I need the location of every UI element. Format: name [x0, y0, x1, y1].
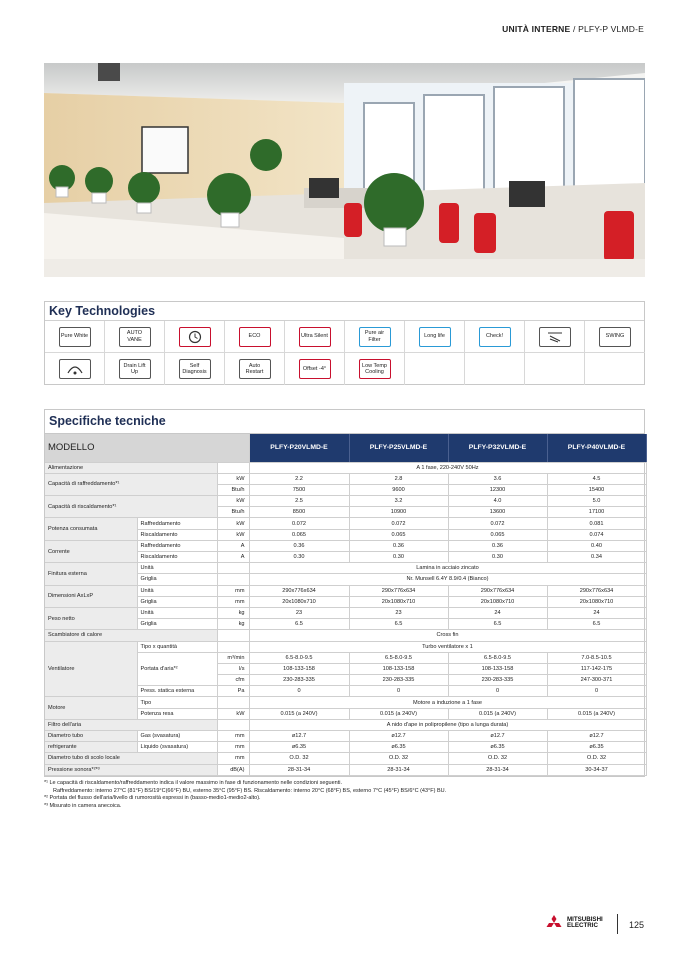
- cell: 230-283-335: [349, 675, 448, 686]
- row-label: Filtro dell'aria: [45, 719, 217, 730]
- table-row: [45, 630, 646, 641]
- row-label: Capacità di riscaldamento*¹: [45, 496, 217, 518]
- unit: kW: [217, 473, 249, 484]
- page-number: 125: [629, 920, 645, 930]
- eco-icon: ECO: [239, 327, 271, 347]
- spec-panel: [44, 409, 645, 777]
- unit: mm: [217, 731, 249, 742]
- table-row: [45, 518, 646, 529]
- unit: A: [217, 540, 249, 551]
- model-header: PLFY-P25VLMD-E: [349, 434, 448, 462]
- cell: 2.8: [349, 473, 448, 484]
- cell: ø6.35: [547, 742, 646, 753]
- unit: l/s: [217, 663, 249, 674]
- cell: Cross fin: [249, 630, 646, 641]
- row-label: Scambiatore di calore: [45, 630, 217, 641]
- cell: 290x776x634: [249, 585, 349, 596]
- cell: 20x1080x710: [448, 596, 547, 607]
- cell: 9600: [349, 484, 448, 495]
- cell: 108-133-158: [349, 663, 448, 674]
- cell: 15400: [547, 484, 646, 495]
- cell: 6.5: [249, 619, 349, 630]
- cell: 13600: [448, 507, 547, 518]
- cell: 28-31-34: [448, 764, 547, 775]
- unit: mm: [217, 753, 249, 764]
- cell: 24: [547, 607, 646, 618]
- long-life-icon: Long life: [419, 327, 451, 347]
- cell: 28-31-34: [249, 764, 349, 775]
- ultra-silent-icon: Ultra Silent: [299, 327, 331, 347]
- row-label: Dimensioni AxLxP: [45, 585, 137, 607]
- sub-label: Riscaldamento: [137, 552, 217, 563]
- unit: m³/min: [217, 652, 249, 663]
- cell: 0.065: [349, 529, 448, 540]
- cell: A nido d'ape in polipropilene (tipo a lunga durata): [249, 719, 646, 730]
- cell: ø6.35: [448, 742, 547, 753]
- cell: 6.5-8.0-9.5: [448, 652, 547, 663]
- auto-vane-icon: AUTO VANE: [119, 327, 151, 347]
- cell: 0.065: [249, 529, 349, 540]
- swing-icon: SWING: [599, 327, 631, 347]
- cell: O.D. 32: [448, 753, 547, 764]
- cell: 7500: [249, 484, 349, 495]
- auto-restart-icon: Auto Restart: [239, 359, 271, 379]
- cell: 12300: [448, 484, 547, 495]
- cell: 30-34-37: [547, 764, 646, 775]
- cell: 0.015 (a 240V): [249, 708, 349, 719]
- sub-label: Griglia: [137, 574, 217, 585]
- cell: 0: [249, 686, 349, 697]
- cell: 6.5-8.0-9.5: [349, 652, 448, 663]
- model-header: PLFY-P20VLMD-E: [249, 434, 349, 462]
- sub-label: Raffreddamento: [137, 518, 217, 529]
- sub-label: Portata d'aria*²: [137, 652, 217, 686]
- table-row: [45, 607, 646, 618]
- drain-lift-up-icon: Drain Lift Up: [119, 359, 151, 379]
- cell: A 1 fase, 220-240V 50Hz: [249, 462, 646, 473]
- cell: 24: [448, 607, 547, 618]
- cell: Turbo ventilatore x 1: [249, 641, 646, 652]
- cell: 290x776x634: [349, 585, 448, 596]
- low-temp-cooling-icon: Low Temp Cooling: [359, 359, 391, 379]
- table-header-row: [45, 434, 646, 462]
- unit: Btu/h: [217, 507, 249, 518]
- unit: kW: [217, 496, 249, 507]
- row-label: Motore: [45, 697, 137, 719]
- cell: 6.5: [448, 619, 547, 630]
- cell: 2.2: [249, 473, 349, 484]
- cell: 290x776x634: [547, 585, 646, 596]
- mitsubishi-logo: [545, 915, 603, 931]
- cell: O.D. 32: [547, 753, 646, 764]
- cell: 3.2: [349, 496, 448, 507]
- footnote: *¹ Le capacità di riscaldamento/raffreddamento indica il valore massimo in fase di funzionamento nelle condizioni seguenti.: [44, 780, 342, 786]
- row-label: Ventilatore: [45, 641, 137, 697]
- office-photo: [44, 63, 645, 277]
- cell: O.D. 32: [349, 753, 448, 764]
- header-separator: /: [570, 24, 579, 34]
- cell: 0.072: [249, 518, 349, 529]
- footnote: *² Portata del flusso dell'aria/livello di rumorosità espressi in (basso-medio1-medio2-alto).: [44, 795, 261, 802]
- sub-label: Raffreddamento: [137, 540, 217, 551]
- table-row: [45, 462, 646, 473]
- cell: ø12.7: [349, 731, 448, 742]
- unit: mm: [217, 742, 249, 753]
- cell: 0: [547, 686, 646, 697]
- sub-label: Unità: [137, 607, 217, 618]
- unit: dB(A): [217, 764, 249, 775]
- cell: 0.074: [547, 529, 646, 540]
- footnote: Raffreddamento: interno 27°C (81°F) BS/19°C(66°F) BU, esterno 35°C (95°F) BS. Riscaldamento: interno 20°C (68°F) BS, esterno 7°C (45°F) BS/6°C (43°F) BU.: [53, 787, 447, 794]
- cell: 23: [249, 607, 349, 618]
- table-row: [45, 585, 646, 596]
- cell: ø12.7: [249, 731, 349, 742]
- footnotes: [44, 780, 645, 810]
- cell: 20x1080x710: [249, 596, 349, 607]
- cell: 0.36: [349, 540, 448, 551]
- cell: 10900: [349, 507, 448, 518]
- cell: 290x776x634: [448, 585, 547, 596]
- key-technologies-grid: [45, 321, 644, 385]
- cell: 0.015 (a 240V): [448, 708, 547, 719]
- unit: kW: [217, 518, 249, 529]
- offset-4-icon: Offset -4°: [299, 359, 331, 379]
- cell: 17100: [547, 507, 646, 518]
- cell: 230-283-335: [448, 675, 547, 686]
- cell: 20x1080x710: [547, 596, 646, 607]
- unit: kg: [217, 607, 249, 618]
- cell: 247-300-371: [547, 675, 646, 686]
- cell: Motore a induzione a 1 fase: [249, 697, 646, 708]
- table-row: [45, 731, 646, 742]
- cell: 7.0-8.5-10.5: [547, 652, 646, 663]
- cell: 108-133-158: [448, 663, 547, 674]
- sub-label: Unità: [137, 563, 217, 574]
- cell: 23: [349, 607, 448, 618]
- unit: cfm: [217, 675, 249, 686]
- row-label: Potenza consumata: [45, 518, 137, 540]
- table-row: [45, 719, 646, 730]
- cell: 0.30: [448, 552, 547, 563]
- check-icon: Check!: [479, 327, 511, 347]
- cell: 4.5: [547, 473, 646, 484]
- key-technologies-panel: [44, 301, 645, 385]
- cell: 0: [349, 686, 448, 697]
- three-diamonds-icon: [545, 915, 563, 931]
- cell: 6.5: [349, 619, 448, 630]
- cell: 4.0: [448, 496, 547, 507]
- self-diagnosis-icon: Self Diagnosis: [179, 359, 211, 379]
- key-technologies-title: Key Technologies: [45, 302, 644, 321]
- sub-label: Liquido (svasatura): [137, 742, 217, 753]
- header-model-series: PLFY-P VLMD-E: [578, 24, 644, 34]
- unit: A: [217, 552, 249, 563]
- cell: 0.015 (a 240V): [547, 708, 646, 719]
- unit: kg: [217, 619, 249, 630]
- cell: 0.40: [547, 540, 646, 551]
- sensor-icon: [59, 359, 91, 379]
- plasma-icon: Pure air Filter: [359, 327, 391, 347]
- pure-white-icon: Pure White: [59, 327, 91, 347]
- header-category: UNITÀ INTERNE: [502, 24, 571, 34]
- cell: 0.34: [547, 552, 646, 563]
- louver-icon: [539, 327, 571, 347]
- cell: 2.5: [249, 496, 349, 507]
- sub-label: Gas (svasatura): [137, 731, 217, 742]
- unit: mm: [217, 585, 249, 596]
- row-label: Finitura esterna: [45, 563, 137, 585]
- cell: ø12.7: [448, 731, 547, 742]
- cell: ø12.7: [547, 731, 646, 742]
- cell: 230-283-335: [249, 675, 349, 686]
- sub-label: Press. statica esterna: [137, 686, 217, 697]
- table-row: [45, 473, 646, 484]
- table-row: [45, 697, 646, 708]
- cell: 0.072: [349, 518, 448, 529]
- unit: mm: [217, 596, 249, 607]
- table-row: [45, 753, 646, 764]
- cell: 0.072: [448, 518, 547, 529]
- model-header: PLFY-P32VLMD-E: [448, 434, 547, 462]
- cell: 0.36: [448, 540, 547, 551]
- row-label: Diametro tubo: [45, 731, 137, 742]
- cell: 0.081: [547, 518, 646, 529]
- sub-label: Potenza resa: [137, 708, 217, 719]
- unit: Pa: [217, 686, 249, 697]
- footer-divider: [617, 914, 618, 934]
- row-label: Alimentazione: [45, 462, 217, 473]
- sub-label: Griglia: [137, 619, 217, 630]
- row-label: refrigerante: [45, 742, 137, 753]
- cell: 0: [448, 686, 547, 697]
- row-label: Capacità di raffreddamento*¹: [45, 473, 217, 495]
- row-label: Corrente: [45, 540, 137, 562]
- timer-icon: [179, 327, 211, 347]
- cell: 0.015 (a 240V): [349, 708, 448, 719]
- unit: Btu/h: [217, 484, 249, 495]
- cell: 3.6: [448, 473, 547, 484]
- cell: 117-142-175: [547, 663, 646, 674]
- cell: 0.065: [448, 529, 547, 540]
- table-row: [45, 742, 646, 753]
- row-label: Peso netto: [45, 607, 137, 629]
- cell: ø6.35: [249, 742, 349, 753]
- model-label: MODELLO: [45, 434, 249, 462]
- footnote: *³ Misurato in camera anecoica.: [44, 802, 122, 809]
- cell: 0.30: [249, 552, 349, 563]
- table-row: [45, 540, 646, 551]
- cell: Nr. Munsell 6.4Y 8.9/0.4 (Bianco): [249, 574, 646, 585]
- sub-label: Griglia: [137, 596, 217, 607]
- unit: kW: [217, 529, 249, 540]
- cell: 6.5-8.0-9.5: [249, 652, 349, 663]
- cell: 20x1080x710: [349, 596, 448, 607]
- cell: O.D. 32: [249, 753, 349, 764]
- cell: 6.5: [547, 619, 646, 630]
- cell: 0.36: [249, 540, 349, 551]
- model-header: PLFY-P40VLMD-E: [547, 434, 646, 462]
- cell: ø6.35: [349, 742, 448, 753]
- sub-label: Tipo x quantità: [137, 641, 217, 652]
- cell: 8500: [249, 507, 349, 518]
- table-row: [45, 563, 646, 574]
- sub-label: Unità: [137, 585, 217, 596]
- sub-label: Riscaldamento: [137, 529, 217, 540]
- row-label: Pressione sonora*²*³: [45, 764, 217, 775]
- cell: 28-31-34: [349, 764, 448, 775]
- table-row: [45, 764, 646, 775]
- cell: 5.0: [547, 496, 646, 507]
- cell: 108-133-158: [249, 663, 349, 674]
- brand-name: MITSUBISHI ELECTRIC: [567, 915, 603, 929]
- unit: kW: [217, 708, 249, 719]
- row-label: Diametro tubo di scolo locale: [45, 753, 217, 764]
- table-row: [45, 641, 646, 652]
- sub-label: Tipo: [137, 697, 217, 708]
- table-row: [45, 496, 646, 507]
- cell: Lamina in acciaio zincato: [249, 563, 646, 574]
- page-header: [502, 24, 644, 34]
- spec-title: Specifiche tecniche: [45, 410, 644, 434]
- spec-table: [45, 434, 647, 776]
- cell: 0.30: [349, 552, 448, 563]
